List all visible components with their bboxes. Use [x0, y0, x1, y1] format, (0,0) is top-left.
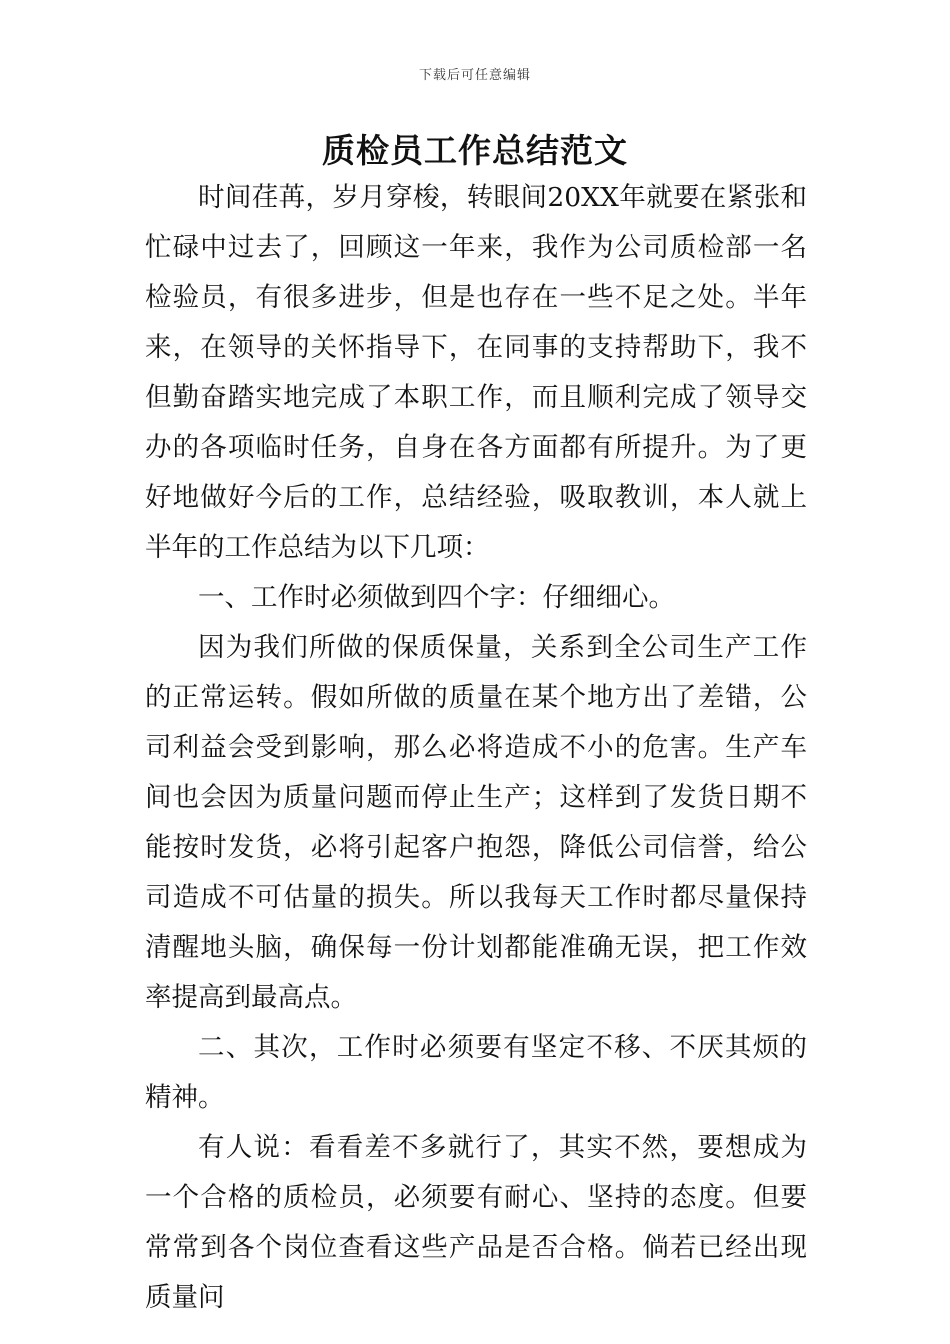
section-heading-2: 二、其次，工作时必须要有坚定不移、不厌其烦的精神。 — [145, 1032, 807, 1113]
paragraph-section-2: 有人说：看看差不多就行了，其实不然，要想成为一个合格的质检员，必须要有耐心、坚持的态度。但要常常到各个岗位查看这些产品是否合格。倘若已经出现质量问 — [145, 1132, 807, 1313]
document-title: 质检员工作总结范文 — [322, 131, 628, 170]
section-heading-1: 一、工作时必须做到四个字：仔细细心。 — [198, 582, 675, 613]
document-body — [145, 173, 807, 1323]
paragraph-section-1: 因为我们所做的保质保量，关系到全公司生产工作的正常运转。假如所做的质量在某个地方出了差错，公司利益会受到影响，那么必将造成不小的危害。生产车间也会因为质量问题而停止生产；这样到了发货日期不能按时发货，必将引起客户抱怨，降低公司信誉，给公司造成不可估量的损失。所以我每天工作时都尽量保持清醒地头脑，确保每一份计划都能准确无误，把工作效率提高到最高点。 — [145, 632, 807, 1013]
page-header-note: 下载后可任意编辑 — [418, 68, 531, 83]
paragraph-intro: 时间荏苒，岁月穿梭，转眼间20XX年就要在紧张和忙碌中过去了，回顾这一年来，我作为公司质检部一名检验员，有很多进步，但是也存在一些不足之处。半年来，在领导的关怀指导下，在同事的支持帮助下，我不但勤奋踏实地完成了本职工作，而且顺利完成了领导交办的各项临时任务，自身在各方面都有所提升。为了更好地做好今后的工作，总结经验，吸取教训，本人就上半年的工作总结为以下几项： — [145, 182, 807, 563]
